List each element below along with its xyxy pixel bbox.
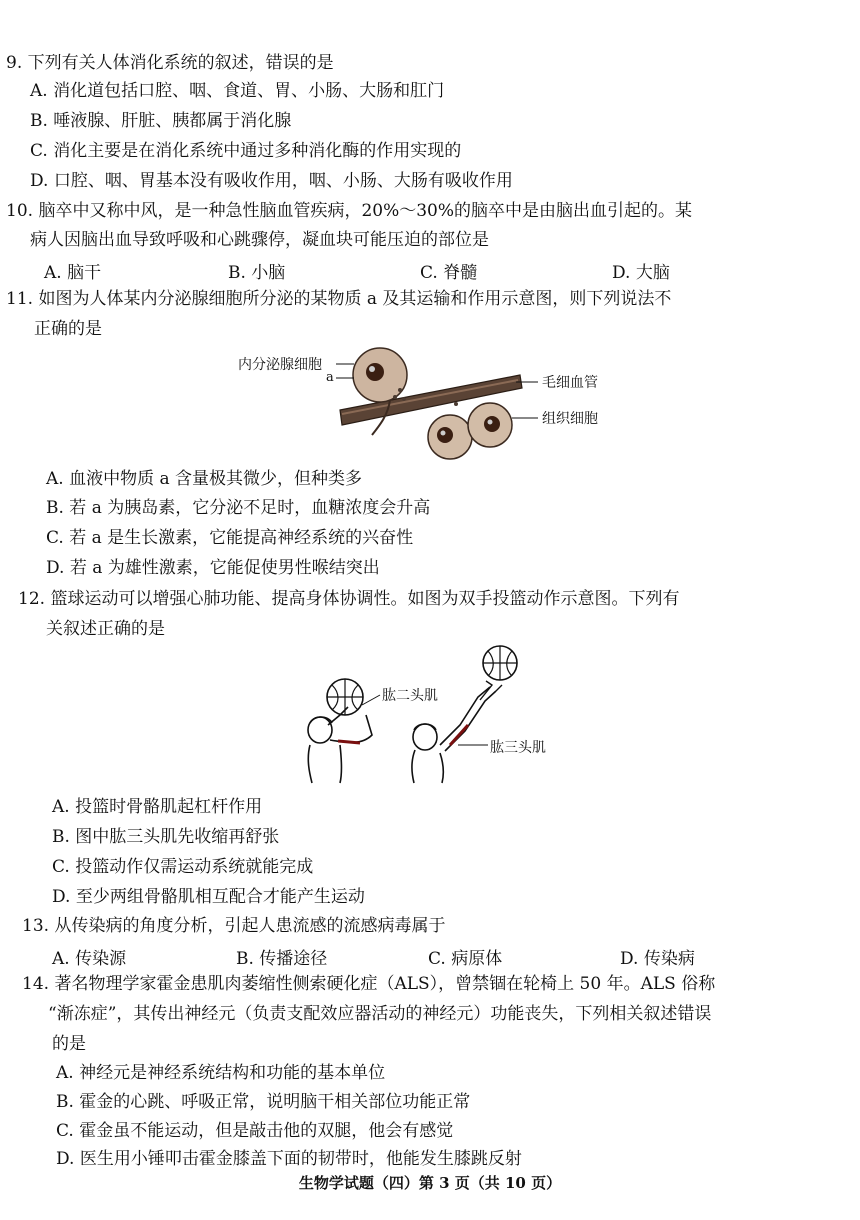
q12-option-a: A. 投篮时骨骼肌起杠杆作用 <box>52 797 263 817</box>
q14-option-d: D. 医生用小锤叩击霍金膝盖下面的韧带时，他能发生膝跳反射 <box>56 1149 522 1169</box>
q10-stem-line2: 病人因脑出血导致呼吸和心跳骤停，凝血块可能压迫的部位是 <box>30 230 489 250</box>
q13-option-d: D. 传染病 <box>620 949 695 969</box>
q12-option-d: D. 至少两组骨骼肌相互配合才能产生运动 <box>52 887 365 907</box>
page-footer: 生物学试题（四）第 3 页（共 10 页） <box>298 1174 562 1192</box>
q10-option-d: D. 大脑 <box>612 263 670 283</box>
q12-stem-line2: 关叙述正确的是 <box>46 619 165 639</box>
q12-stem-line1: 12. 篮球运动可以增强心肺功能、提高身体协调性。如图为双手投篮动作示意图。下列有 <box>18 589 680 609</box>
q14-stem-line2: “渐冻症”，其传出神经元（负责支配效应器活动的神经元）功能丧失，下列相关叙述错误 <box>48 1004 712 1024</box>
label-tissue-cell: 组织细胞 <box>542 411 598 427</box>
q13-stem: 13. 从传染病的角度分析，引起人患流感的流感病毒属于 <box>22 916 446 936</box>
q13-option-b: B. 传播途径 <box>236 949 328 969</box>
q11-option-b: B. 若 a 为胰岛素，它分泌不足时，血糖浓度会升高 <box>46 498 431 518</box>
q14-stem-line3: 的是 <box>52 1034 86 1054</box>
label-endocrine-cell: 内分泌腺细胞 <box>238 357 322 373</box>
q14-stem-line1: 14. 著名物理学家霍金患肌肉萎缩性侧索硬化症（ALS），曾禁锢在轮椅上 50 年。ALS 俗称 <box>22 974 716 994</box>
q9-stem: 9. 下列有关人体消化系统的叙述，错误的是 <box>6 53 334 73</box>
endocrine-figure <box>230 340 630 470</box>
q12-option-c: C. 投篮动作仅需运动系统就能完成 <box>52 857 314 877</box>
label-biceps: 肱二头肌 <box>382 688 438 704</box>
q13-option-a: A. 传染源 <box>52 949 127 969</box>
q9-option-d: D. 口腔、咽、胃基本没有吸收作用，咽、小肠、大肠有吸收作用 <box>30 171 513 191</box>
q11-option-d: D. 若 a 为雄性激素，它能促使男性喉结突出 <box>46 558 380 578</box>
label-triceps: 肱三头肌 <box>490 740 546 756</box>
q13-option-c: C. 病原体 <box>428 949 503 969</box>
q14-option-c: C. 霍金虽不能运动，但是敲击他的双腿，他会有感觉 <box>56 1121 454 1141</box>
q14-option-b: B. 霍金的心跳、呼吸正常，说明脑干相关部位功能正常 <box>56 1092 471 1112</box>
basketball-figure <box>300 645 580 785</box>
q10-option-a: A. 脑干 <box>44 263 102 283</box>
q11-stem-line1: 11. 如图为人体某内分泌腺细胞所分泌的某物质 a 及其运输和作用示意图，则下列说法不 <box>6 289 672 309</box>
q10-stem-line1: 10. 脑卒中又称中风，是一种急性脑血管疾病，20%～30%的脑卒中是由脑出血引起的。某 <box>6 201 693 221</box>
label-substance-a: a <box>326 370 334 385</box>
q9-option-b: B. 唾液腺、肝脏、胰都属于消化腺 <box>30 111 292 131</box>
q14-option-a: A. 神经元是神经系统结构和功能的基本单位 <box>56 1063 386 1083</box>
q11-stem-line2: 正确的是 <box>34 319 102 339</box>
q9-option-c: C. 消化主要是在消化系统中通过多种消化酶的作用实现的 <box>30 141 462 161</box>
label-capillary: 毛细血管 <box>542 375 598 391</box>
q9-option-a: A. 消化道包括口腔、咽、食道、胃、小肠、大肠和肛门 <box>30 81 445 101</box>
q12-option-b: B. 图中肱三头肌先收缩再舒张 <box>52 827 280 847</box>
q10-option-c: C. 脊髓 <box>420 263 478 283</box>
q11-option-c: C. 若 a 是生长激素，它能提高神经系统的兴奋性 <box>46 528 414 548</box>
q10-option-b: B. 小脑 <box>228 263 286 283</box>
basketball-diagram <box>300 645 580 785</box>
q11-option-a: A. 血液中物质 a 含量极其微少，但种类多 <box>46 469 363 489</box>
